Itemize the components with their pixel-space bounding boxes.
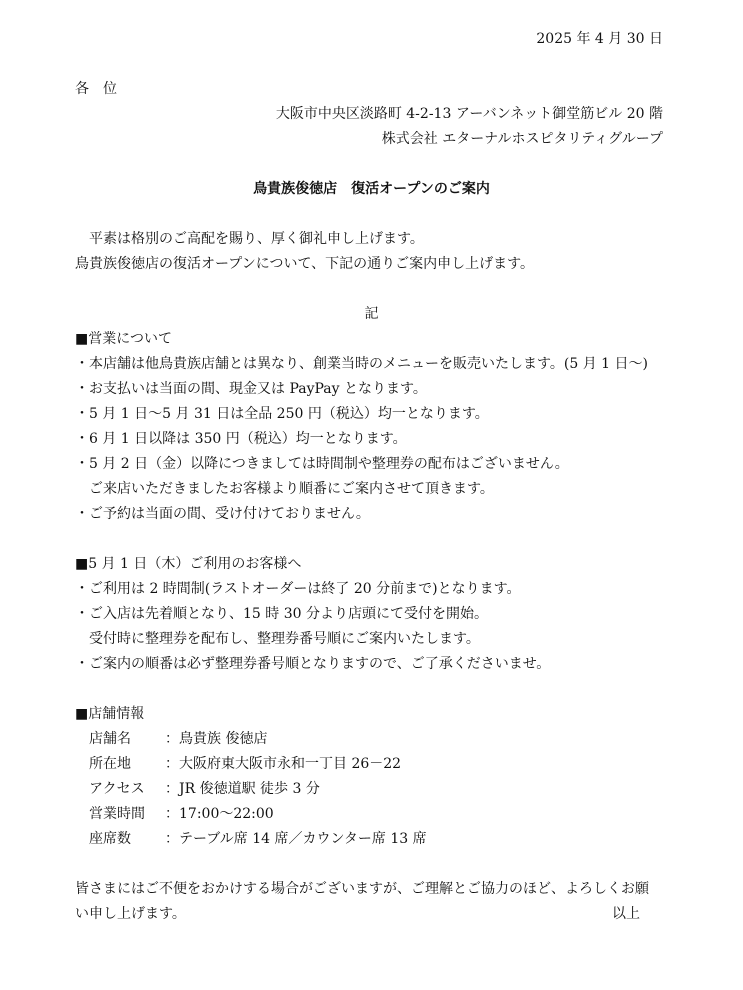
store-info-value: ：JR 俊徳道駅 徒歩 3 分 xyxy=(165,781,320,797)
store-info-label: 店舗名 xyxy=(89,731,131,747)
business-line: ・本店舗は他鳥貴族店舗とは異なり、創業当時のメニューを販売いたします。(5 月 1 日〜) xyxy=(75,356,648,372)
document-date: 2025 年 4 月 30 日 xyxy=(536,31,663,47)
store-info-label: 座席数 xyxy=(89,831,131,847)
store-info-label: アクセス xyxy=(89,781,145,797)
greeting-line: 平素は格別のご高配を賜り、厚く御礼申し上げます。 xyxy=(75,231,424,247)
closing-line: い申し上げます。 xyxy=(75,906,186,922)
business-line: ・ご予約は当面の間、受け付けておりません。 xyxy=(75,506,370,522)
business-line: ・お支払いは当面の間、現金又は PayPay となります。 xyxy=(75,381,427,397)
sender-company: 株式会社 エターナルホスピタリティグループ xyxy=(381,131,663,147)
store-info-row xyxy=(89,780,320,798)
greeting-line: 鳥貴族俊徳店の復活オープンについて、下記の通りご案内申し上げます。 xyxy=(75,256,535,272)
store-info-label: 所在地 xyxy=(89,756,131,772)
business-line: ・6 月 1 日以降は 350 円（税込）均一となります。 xyxy=(75,431,407,447)
business-heading: ■営業について xyxy=(75,331,172,347)
store-info-value: ：17:00〜22:00 xyxy=(165,806,274,822)
closing-line: 皆さまにはご不便をおかけする場合がございますが、ご理解とご協力のほど、よろしくお願 xyxy=(75,881,649,897)
sender-address: 大阪市中央区淡路町 4-2-13 アーバンネット御堂筋ビル 20 階 xyxy=(275,106,663,122)
store-info-row xyxy=(89,730,267,748)
may1-line: 受付時に整理券を配布し、整理券番号順にご案内いたします。 xyxy=(75,631,480,647)
may1-line: ・ご利用は 2 時間制(ラストオーダーは終了 20 分前まで)となります。 xyxy=(75,581,521,597)
store-info-row xyxy=(89,805,274,823)
business-line: ・5 月 1 日〜5 月 31 日は全品 250 円（税込）均一となります。 xyxy=(75,406,489,422)
store-info-value: ：鳥貴族 俊徳店 xyxy=(165,731,268,747)
may1-line: ・ご入店は先着順となり、15 時 30 分より店頭にて受付を開始。 xyxy=(75,606,488,622)
business-line: ・5 月 2 日（金）以降につきましては時間制や整理券の配布はございません。 xyxy=(75,456,569,472)
closing-end: 以上 xyxy=(612,906,640,922)
store-info-label: 営業時間 xyxy=(89,806,145,822)
store-info-row xyxy=(89,755,401,773)
store-info-value: ：大阪府東大阪市永和一丁目 26－22 xyxy=(165,756,402,772)
business-line: ご来店いただきましたお客様より順番にご案内させて頂きます。 xyxy=(75,481,494,497)
addressee: 各 位 xyxy=(75,81,117,97)
document-title: 鳥貴族俊徳店 復活オープンのご案内 xyxy=(253,181,490,197)
may1-line: ・ご案内の順番は必ず整理券番号順となりますので、ご了承くださいませ。 xyxy=(75,656,551,672)
ki-heading: 記 xyxy=(364,306,379,322)
may1-heading: ■5 月 1 日（木）ご利用のお客様へ xyxy=(75,556,302,572)
store-info-value: ：テーブル席 14 席／カウンター席 13 席 xyxy=(165,831,427,847)
store-heading: ■店舗情報 xyxy=(75,706,145,722)
store-info-row xyxy=(89,830,427,848)
